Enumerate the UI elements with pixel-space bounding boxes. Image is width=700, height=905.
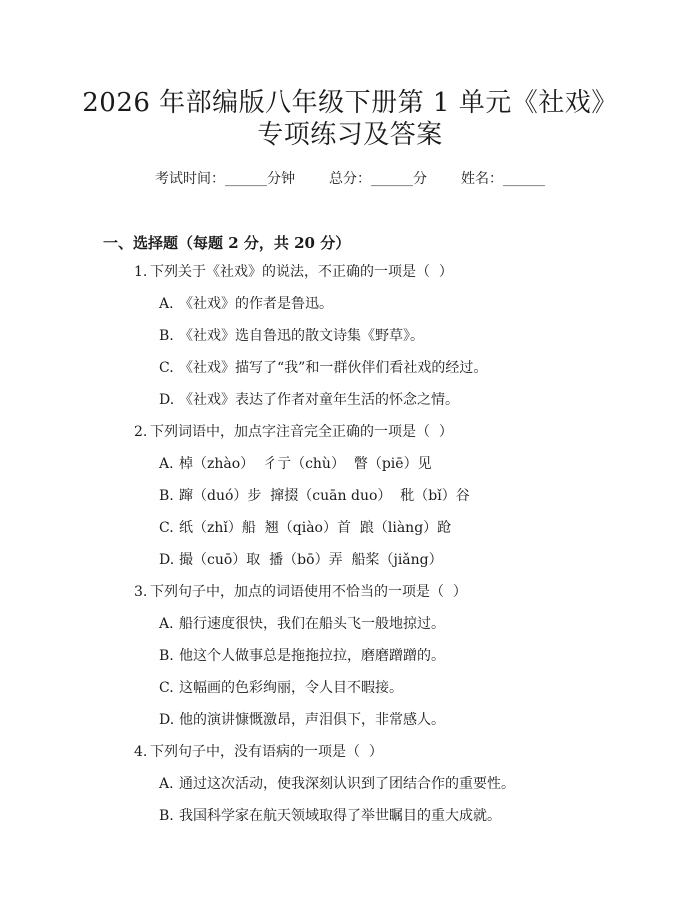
section-title: 选择题（每题 2 分，共 20 分） bbox=[133, 234, 351, 252]
q2-option-b bbox=[159, 487, 470, 505]
option-letter: C. bbox=[159, 680, 174, 696]
q2-option-a bbox=[159, 455, 432, 473]
option-letter: D. bbox=[159, 392, 175, 408]
question-2 bbox=[134, 423, 453, 441]
option-letter: A. bbox=[159, 776, 174, 792]
q1-option-c bbox=[159, 359, 487, 377]
option-text: 船行速度很快，我们在船头飞一般地掠过。 bbox=[179, 616, 445, 632]
score-unit: 分 bbox=[413, 171, 427, 187]
q2-option-d bbox=[159, 551, 443, 569]
question-number: 3. bbox=[134, 584, 148, 600]
option-text: 纸（zhǐ）船 翘（qiào）首 踉（liàng）跄 bbox=[179, 520, 452, 536]
option-text: 撮（cuō）取 播（bō）弄 船桨（jiǎng） bbox=[179, 552, 443, 568]
time-unit: 分钟 bbox=[267, 171, 295, 187]
q3-option-a bbox=[159, 615, 445, 633]
option-letter: C. bbox=[159, 520, 174, 536]
q3-option-b bbox=[159, 647, 445, 665]
option-letter: A. bbox=[159, 616, 174, 632]
question-number: 1. bbox=[134, 264, 148, 280]
option-letter: D. bbox=[159, 712, 175, 728]
q2-option-c bbox=[159, 519, 451, 537]
option-letter: B. bbox=[159, 328, 174, 344]
option-text: 他这个人做事总是拖拖拉拉，磨磨蹭蹭的。 bbox=[179, 648, 445, 664]
option-text: 通过这次活动，使我深刻认识到了团结合作的重要性。 bbox=[179, 776, 515, 792]
option-letter: C. bbox=[159, 360, 174, 376]
section-number: 一、 bbox=[103, 234, 134, 252]
question-number: 2. bbox=[134, 424, 148, 440]
option-text: 《社戏》选自鲁迅的散文诗集《野草》。 bbox=[179, 328, 424, 344]
exam-info-row bbox=[0, 170, 700, 188]
q3-option-d bbox=[159, 711, 445, 729]
option-text: 棹（zhào） 彳亍（chù） 瞥（piē）见 bbox=[179, 456, 432, 472]
q1-option-b bbox=[159, 327, 424, 345]
question-4 bbox=[134, 743, 383, 761]
question-text: 下列句子中，没有语病的一项是（ ） bbox=[150, 744, 383, 760]
option-letter: B. bbox=[159, 488, 174, 504]
option-text: 我国科学家在航天领域取得了举世瞩目的重大成就。 bbox=[179, 808, 501, 824]
page-subtitle: 专项练习及答案 bbox=[257, 120, 443, 150]
option-text: 《社戏》描写了“我”和一群伙伴们看社戏的经过。 bbox=[179, 360, 488, 376]
question-text: 下列关于《社戏》的说法，不正确的一项是（ ） bbox=[150, 264, 453, 280]
question-text: 下列词语中，加点字注音完全正确的一项是（ ） bbox=[150, 424, 453, 440]
q3-option-c bbox=[159, 679, 403, 697]
question-text: 下列句子中，加点的词语使用不恰当的一项是（ ） bbox=[150, 584, 467, 600]
option-letter: B. bbox=[159, 648, 174, 664]
option-letter: A. bbox=[159, 456, 174, 472]
score-label: 总分： bbox=[329, 171, 371, 187]
option-text: 《社戏》表达了作者对童年生活的怀念之情。 bbox=[179, 392, 459, 408]
q4-option-a bbox=[159, 775, 515, 793]
option-letter: D. bbox=[159, 552, 175, 568]
option-text: 这幅画的色彩绚丽，令人目不暇接。 bbox=[179, 680, 403, 696]
page-title: 2026 年部编版八年级下册第 1 单元《社戏》 bbox=[82, 88, 618, 118]
q1-option-a bbox=[159, 295, 333, 313]
score-blank: ______ bbox=[371, 171, 413, 187]
question-3 bbox=[134, 583, 467, 601]
option-text: 他的演讲慷慨激昂，声泪俱下，非常感人。 bbox=[179, 712, 445, 728]
name-label: 姓名： bbox=[461, 171, 503, 187]
question-1 bbox=[134, 263, 453, 281]
option-letter: A. bbox=[159, 296, 174, 312]
option-text: 蹿（duó）步 撺掇（cuān duo） 秕（bǐ）谷 bbox=[179, 488, 470, 504]
section-heading bbox=[103, 233, 350, 253]
time-blank: ______ bbox=[225, 171, 267, 187]
time-label: 考试时间： bbox=[155, 171, 225, 187]
q1-option-d bbox=[159, 391, 459, 409]
name-blank: ______ bbox=[503, 171, 545, 187]
option-text: 《社戏》的作者是鲁迅。 bbox=[179, 296, 333, 312]
option-letter: B. bbox=[159, 808, 174, 824]
q4-option-b bbox=[159, 807, 501, 825]
question-number: 4. bbox=[134, 744, 148, 760]
